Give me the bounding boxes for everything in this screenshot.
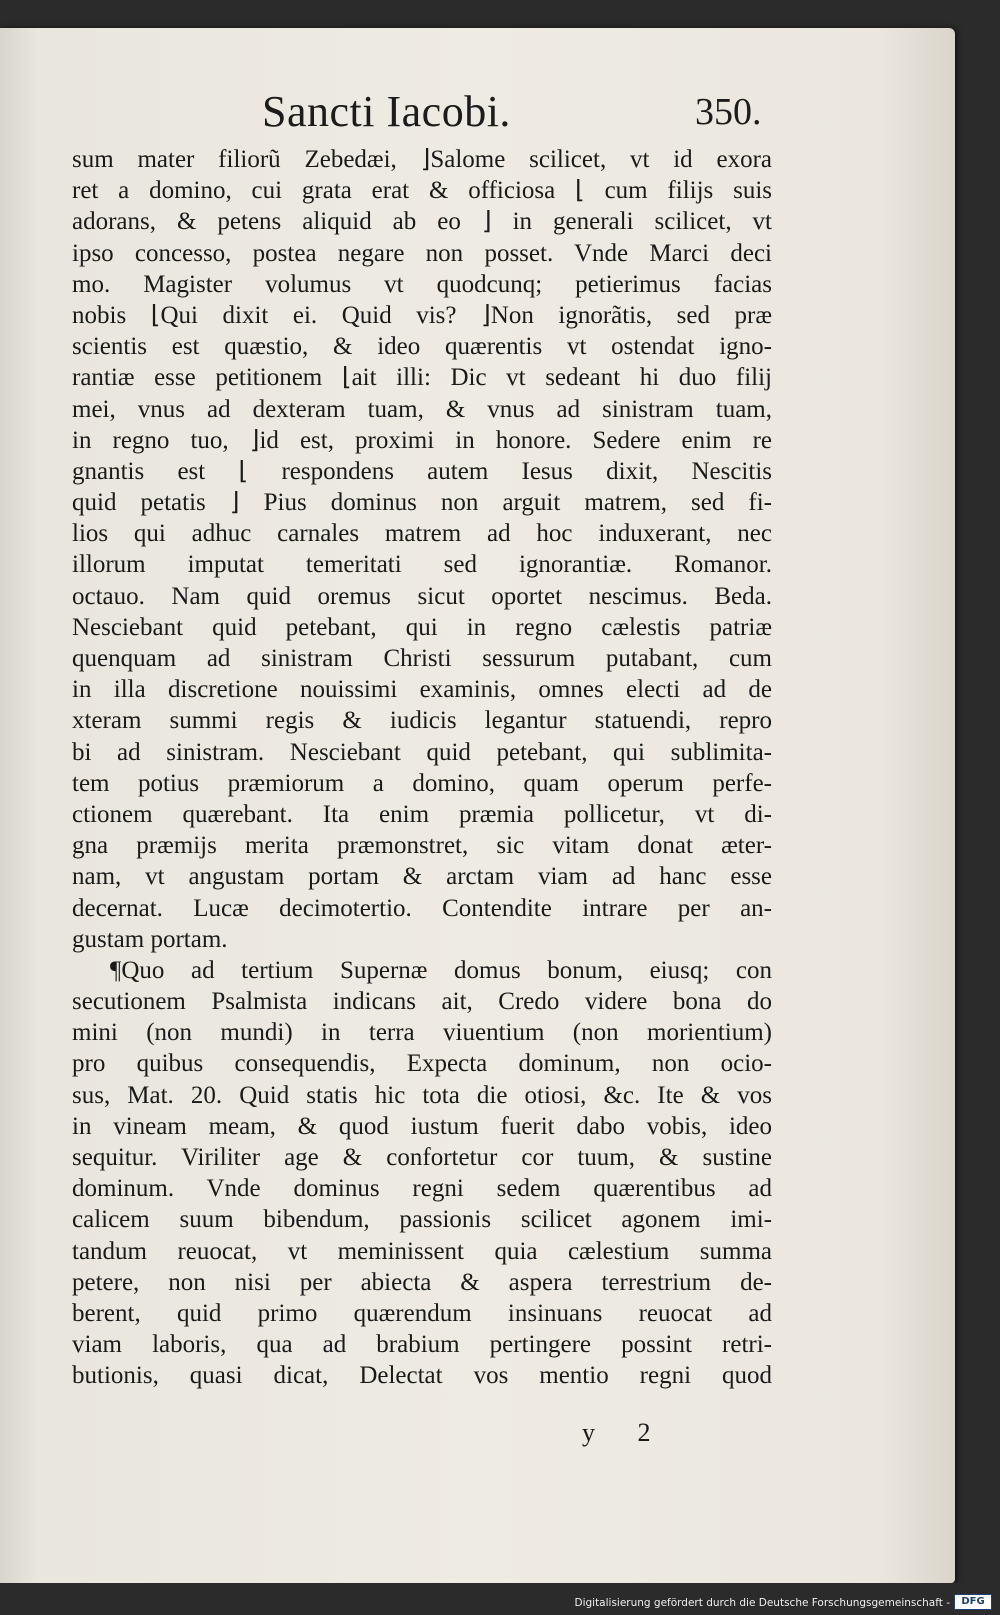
text-line: nobis ⌊Qui dixit ei. Quid vis? ⌋Non ignorãtis, sed præ: [72, 301, 772, 329]
funding-credit: Digitalisierung gefördert durch die Deutsche Forschungsgemeinschaft -: [574, 1597, 950, 1609]
text-line: octauo. Nam quid oremus sicut oportet nescimus. Beda.: [72, 582, 772, 610]
text-line: rantiæ esse petitionem ⌊ait illi: Dic vt sedeant hi duo filij: [72, 364, 772, 392]
text-line: butionis, quasi dicat, Delectat vos mentio regni quod: [72, 1362, 772, 1390]
folio-number: 350.: [695, 91, 762, 133]
text-line: berent, quid primo quærendum insinuans reuocat ad: [72, 1299, 772, 1327]
text-line: decernat. Lucæ decimotertio. Contendite intrare per an-: [72, 894, 772, 922]
text-line: tandum reuocat, vt meminissent quia cælestium summa: [72, 1237, 772, 1265]
text-line: quid petatis ⌋ Pius dominus non arguit matrem, sed fi-: [72, 489, 772, 517]
text-line: sequitur. Viriliter age & confortetur cor tuum, & sustine: [72, 1144, 772, 1171]
text-line: xteram summi regis & iudicis legantur statuendi, repro: [72, 707, 772, 735]
text-line: in vineam meam, & quod iustum fuerit dabo vobis, ideo: [72, 1112, 772, 1140]
text-line: petere, non nisi per abiecta & aspera terrestrium de-: [72, 1268, 772, 1296]
text-line: ret a domino, cui grata erat & officiosa ⌊ cum filijs suis: [72, 177, 772, 205]
text-line: in illa discretione nouissimi examinis, omnes electi ad de: [72, 676, 772, 704]
paragraph-start-line: ¶Quo ad tertium Supernæ domus bonum, eiusq; con: [110, 956, 772, 984]
text-line: dominum. Vnde dominus regni sedem quærentibus ad: [72, 1175, 772, 1203]
text-line: adorans, & petens aliquid ab eo ⌋ in generali scilicet, vt: [72, 208, 772, 236]
text-line: scientis est quæstio, & ideo quærentis vt ostendat igno-: [72, 333, 772, 361]
text-line: lios qui adhuc carnales matrem ad hoc induxerant, nec: [72, 520, 772, 548]
signature-mark: y 2: [582, 1418, 669, 1447]
text-line: gna præmijs merita præmonstret, sic vitam donat æter-: [72, 832, 772, 860]
text-line: nam, vt angustam portam & arctam viam ad hanc esse: [72, 863, 772, 891]
text-line: viam laboris, qua ad brabium pertingere possint retri-: [72, 1331, 772, 1359]
page-header: [0, 86, 955, 146]
book-page: [0, 28, 955, 1583]
text-line: mo. Magister volumus vt quodcunq; petierimus facias: [72, 270, 772, 298]
text-line: in regno tuo, ⌋id est, proximi in honore. Sedere enim re: [72, 426, 772, 454]
footer-bar: [0, 1583, 1000, 1615]
text-line: sus, Mat. 20. Quid statis hic tota die otiosi, &c. Ite & vos: [72, 1081, 772, 1109]
paragraph-end-line: gustam portam.: [72, 925, 228, 953]
text-line: mini (non mundi) in terra viuentium (non morientium): [72, 1019, 772, 1047]
running-title: Sancti Iacobi.: [262, 87, 511, 136]
text-line: illorum imputat temeritati sed ignorantiæ. Romanor.: [72, 551, 772, 579]
text-line: ctionem quærebant. Ita enim præmia pollicetur, vt di-: [72, 800, 772, 828]
dfg-logo: DFG: [954, 1594, 992, 1610]
text-line: tem potius præmiorum a domino, quam operum perfe-: [72, 769, 772, 797]
text-line: pro quibus consequendis, Expecta dominum, non ocio-: [72, 1050, 772, 1078]
text-line: bi ad sinistram. Nesciebant quid petebant, qui sublimita-: [72, 738, 772, 766]
text-line: mei, vnus ad dexteram tuam, & vnus ad sinistram tuam,: [72, 395, 772, 423]
text-line: sum mater filiorũ Zebedæi, ⌋Salome scilicet, vt id exora: [72, 146, 772, 173]
text-line: gnantis est ⌊ respondens autem Iesus dixit, Nescitis: [72, 457, 772, 485]
text-line: quenquam ad sinistram Christi sessurum putabant, cum: [72, 645, 772, 672]
text-line: calicem suum bibendum, passionis scilicet agonem imi-: [72, 1206, 772, 1234]
text-line: Nesciebant quid petebant, qui in regno cælestis patriæ: [72, 613, 772, 641]
body-text: [72, 144, 772, 1392]
text-line: secutionem Psalmista indicans ait, Credo videre bona do: [72, 988, 772, 1016]
text-line: ipso concesso, postea negare non posset. Vnde Marci deci: [72, 239, 772, 267]
